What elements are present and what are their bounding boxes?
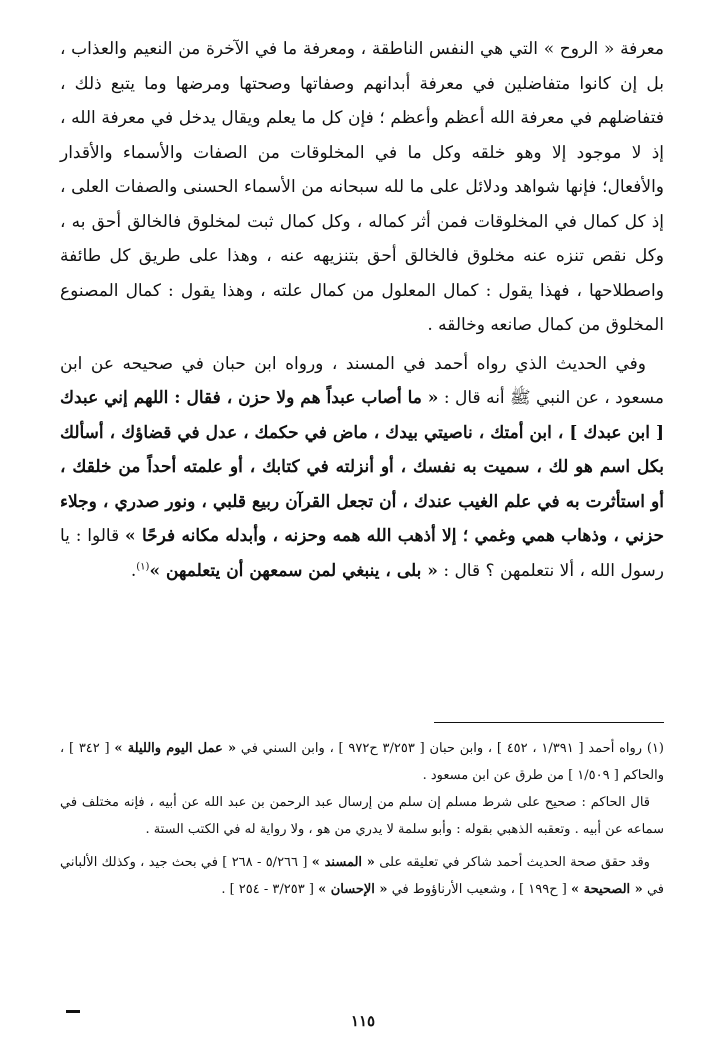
paragraph-1: معرفة « الروح » التي هي النفس الناطقة ، ومعرفة ما في الآخرة من النعيم والعذاب ، بل إن كانوا متفاضلين في معرفة أبدانهم وصفاتها وصحتها ومرضها وما يتبع ذلك ، فتفاضلهم في معرفة الله أعظم وأعظم ؛ فإن كل ما يعلم ويقال يدخل في معرفة الله ، إذ لا موجود إلا وهو خلقه وكل ما في المخلوقات من الصفات والأسماء والأقدار والأفعال؛ فإنها شواهد ودلائل على ما لله سبحانه من الأسماء الحسنى والصفات العلى ، إذ كل كمال في المخلوقات فمن أثر كماله ، وكل كمال ثبت لمخلوق فالخالق أحق به ، وكل نقص تنزه عنه مخلوق فالخالق أحق بتنزيهه عنه ، وهذا على طريق كل طائفة واصطلاحها ، فهذا يقول : كمال المعلول من كمال علته ، وهذا يقول : كمال المصنوع المخلوق من كمال صانعه وخالقه .: [60, 39, 664, 335]
footnote-1-part-a: (١) رواه أحمد [ ١/٣٩١ ، ٤٥٢ ] ، وابن حبان [ ٣/٢٥٣ ح٩٧٢ ] ، وابن السني في: [240, 741, 664, 756]
hadith-intro: وفي الحديث الذي رواه أحمد في المسند ، ورواه ابن حبان في صحيحه عن ابن مسعود ، عن النبي ﷺ أنه قال :: [60, 353, 664, 408]
footnotes: [60, 735, 664, 903]
hadith-question: قالوا : يا رسول الله ، ألا نتعلمهن ؟ قال :: [60, 526, 664, 581]
footnote-1: [60, 735, 664, 789]
footnote-3-sahiha: « الصحيحة »: [570, 882, 643, 897]
footnote-3-musnad: « المسند »: [311, 855, 375, 870]
page-number: ١١٥: [350, 1012, 376, 1030]
footnote-3-ihsan: « الإحسان »: [318, 882, 388, 897]
footnote-3-part-g: [ ٣/٢٥٣ - ٢٥٤ ] .: [221, 882, 314, 897]
footnote-3-part-a: وقد حقق صحة الحديث أحمد شاكر في تعليقه على: [379, 855, 650, 870]
footnote-1-book-title: « عمل اليوم والليلة »: [114, 741, 237, 756]
paragraph-2: [60, 347, 664, 589]
footnote-ref-1: (١): [136, 560, 150, 572]
footnote-hakim: قال الحاكم : صحيح على شرط مسلم إن سلم من إرسال عبد الرحمن بن عبد الله عن أبيه ، فإنه مختلف في سماعه عن أبيه . وتعقبه الذهبي بقوله : وأبو سلمة لا يدري من هو ، ولا رواية له في الكتب الستة .: [60, 795, 664, 837]
hadith-text: « ما أصاب عبداً هم ولا حزن ، فقال : اللهم إني عبدك [ ابن عبدك ] ، ابن أمتك ، ناصيتي بيدك ، ماض في حكمك ، عدل في قضاؤك ، أسألك بكل اسم هو لك ، سميت به نفسك ، أو أنزلته في كتابك ، أو علمته أحداً من خلقك ، أو استأثرت به في علم الغيب عندك ، أن تجعل القرآن ربيع قلبي ، ونور صدري ، وجلاء حزني ، وذهاب همي وغمي ؛ إلا أذهب الله همه وحزنه ، وأبدله مكانه فرحًا »: [60, 388, 665, 546]
main-text: [60, 32, 664, 588]
footnote-3-part-c: [ ٥/٢٦٦ - ٢٦٨ ] في بحث جيد ، وكذلك الألباني في: [60, 855, 664, 897]
footnote-authentication: [60, 849, 664, 903]
footnote-3-part-e: [ ح١٩٩ ] ، وشعيب الأرناؤوط في: [391, 882, 567, 897]
hadith-answer: « بلى ، ينبغي لمن سمعهن أن يتعلمهن »: [149, 560, 438, 581]
footnote-separator: [434, 722, 664, 723]
footnote-1-part-c: [ ٣٤٢ ] ، والحاكم [ ١/٥٠٩ ] من طرق عن ابن مسعود .: [60, 741, 664, 783]
paragraph-end: .: [130, 560, 137, 581]
